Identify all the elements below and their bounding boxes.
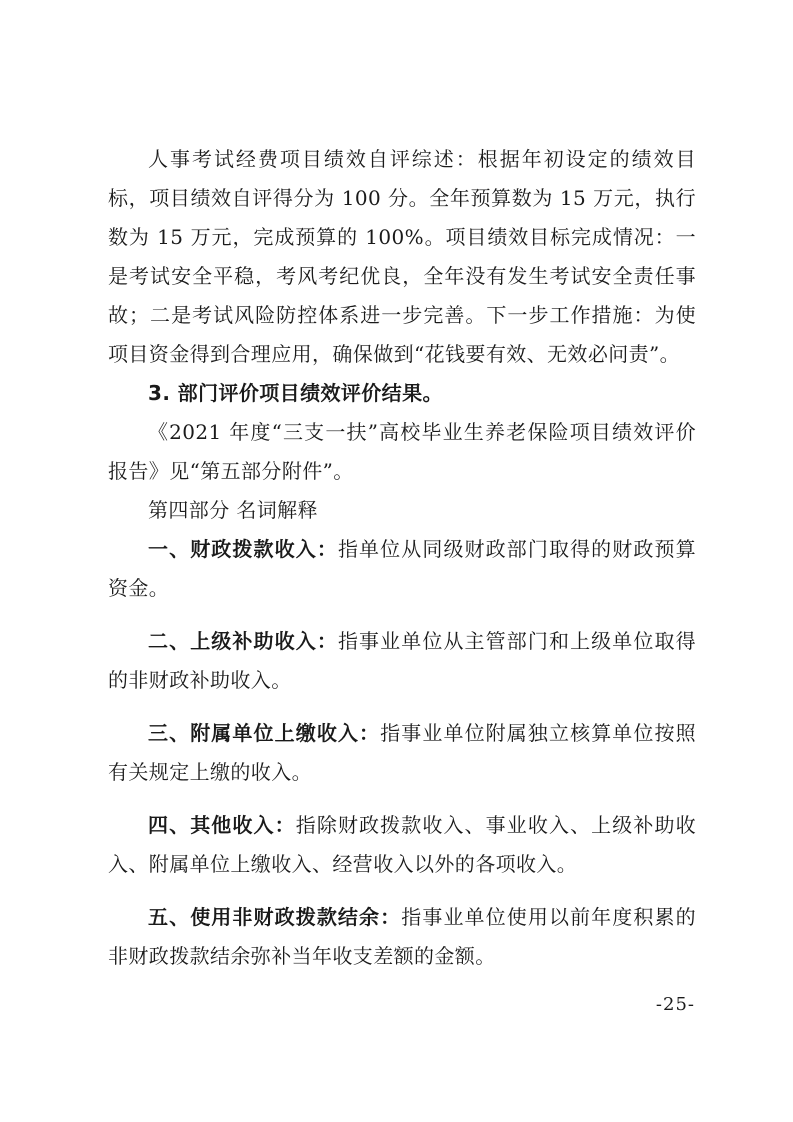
term-entry-2 <box>108 622 696 700</box>
term-label: 三、附属单位上缴收入： <box>148 721 381 745</box>
term-entry-1 <box>108 530 696 608</box>
term-entry-5 <box>108 898 696 976</box>
term-definition: 指事业单位使用以前年度积累的非财政拨款结余弥补当年收支差额的金额。 <box>108 905 696 968</box>
summary-paragraph: 人事考试经费项目绩效自评综述：根据年初设定的绩效目标，项目绩效自评得分为 100 分。全年预算数为 15 万元，执行数为 15 万元，完成预算的 100%。项目绩效目标完成情况：一是考试安全平稳，考风考纪优良，全年没有发生考试安全责任事故；二是考试风险防控体系进一步完善。下一步工作措施：为使项目资金得到合理应用，确保做到“花钱要有效、无效必问责”。 <box>108 147 696 366</box>
term-label: 二、上级补助收入： <box>148 629 338 653</box>
section-3-body: 《2021 年度“三支一扶”高校毕业生养老保险项目绩效评价报告》见“第五部分附件”。 <box>108 420 696 483</box>
term-definition: 指事业单位附属独立核算单位按照有关规定上缴的收入。 <box>108 721 697 784</box>
term-entry-4 <box>108 806 696 884</box>
term-label: 五、使用非财政拨款结余： <box>148 905 402 929</box>
document-body <box>108 140 696 976</box>
page-number: -25- <box>655 994 695 1015</box>
term-label: 一、财政拨款收入： <box>148 537 338 561</box>
term-label: 四、其他收入： <box>148 813 296 837</box>
part-4-title: 第四部分 名词解释 <box>148 498 318 522</box>
section-3-heading: 3. 部门评价项目绩效评价结果。 <box>148 381 443 405</box>
term-definition: 指单位从同级财政部门取得的财政预算资金。 <box>108 537 696 600</box>
term-definition: 指除财政拨款收入、事业收入、上级补助收入、附属单位上缴收入、经营收入以外的各项收入。 <box>108 813 696 876</box>
term-entry-3 <box>108 714 696 792</box>
term-definition: 指事业单位从主管部门和上级单位取得的非财政补助收入。 <box>108 629 696 692</box>
